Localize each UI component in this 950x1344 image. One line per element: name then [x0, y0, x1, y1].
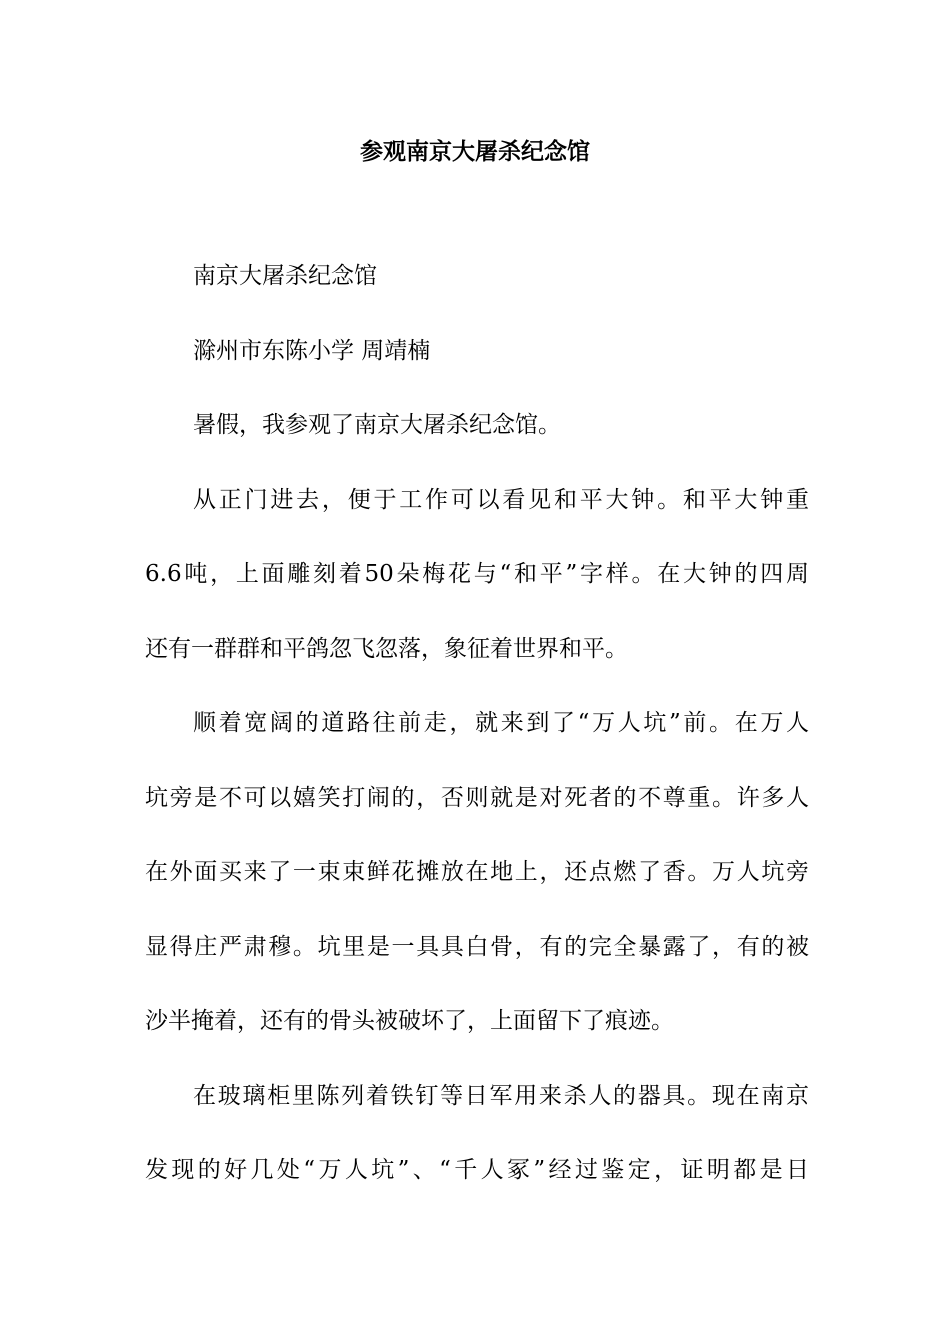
text-line-12: 在玻璃柜里陈列着铁钉等日军用来杀人的器具。现在南京 — [193, 1082, 809, 1109]
text-line-11: 沙半掩着，还有的骨头被破坏了，上面留下了痕迹。 — [145, 1008, 674, 1034]
text-line-13: 发现的好几处“万人坑”、“千人冢”经过鉴定，证明都是日 — [145, 1157, 809, 1183]
text-line-5: 6.6吨，上面雕刻着50朵梅花与“和平”字样。在大钟的四周 — [145, 561, 809, 587]
text-line-7: 顺着宽阔的道路往前走，就来到了“万人坑”前。在万人 — [193, 710, 809, 736]
text-line-10: 显得庄严肃穆。坑里是一具具白骨，有的完全暴露了，有的被 — [145, 933, 809, 960]
document-body — [145, 249, 809, 1218]
text-line-1: 南京大屠杀纪念馆 — [193, 263, 377, 289]
text-line-2: 滁州市东陈小学 周靖楠 — [193, 337, 431, 364]
text-line-9: 在外面买来了一束束鲜花摊放在地上，还点燃了香。万人坑旁 — [145, 859, 809, 885]
text-line-8: 坑旁是不可以嬉笑打闹的，否则就是对死者的不尊重。许多人 — [145, 784, 809, 811]
text-line-6: 还有一群群和平鸽忽飞忽落，象征着世界和平。 — [145, 635, 628, 662]
text-line-4: 从正门进去，便于工作可以看见和平大钟。和平大钟重 — [193, 486, 809, 513]
document-title: 参观南京大屠杀纪念馆 — [360, 138, 590, 165]
text-line-3: 暑假，我参观了南京大屠杀纪念馆。 — [193, 412, 561, 438]
